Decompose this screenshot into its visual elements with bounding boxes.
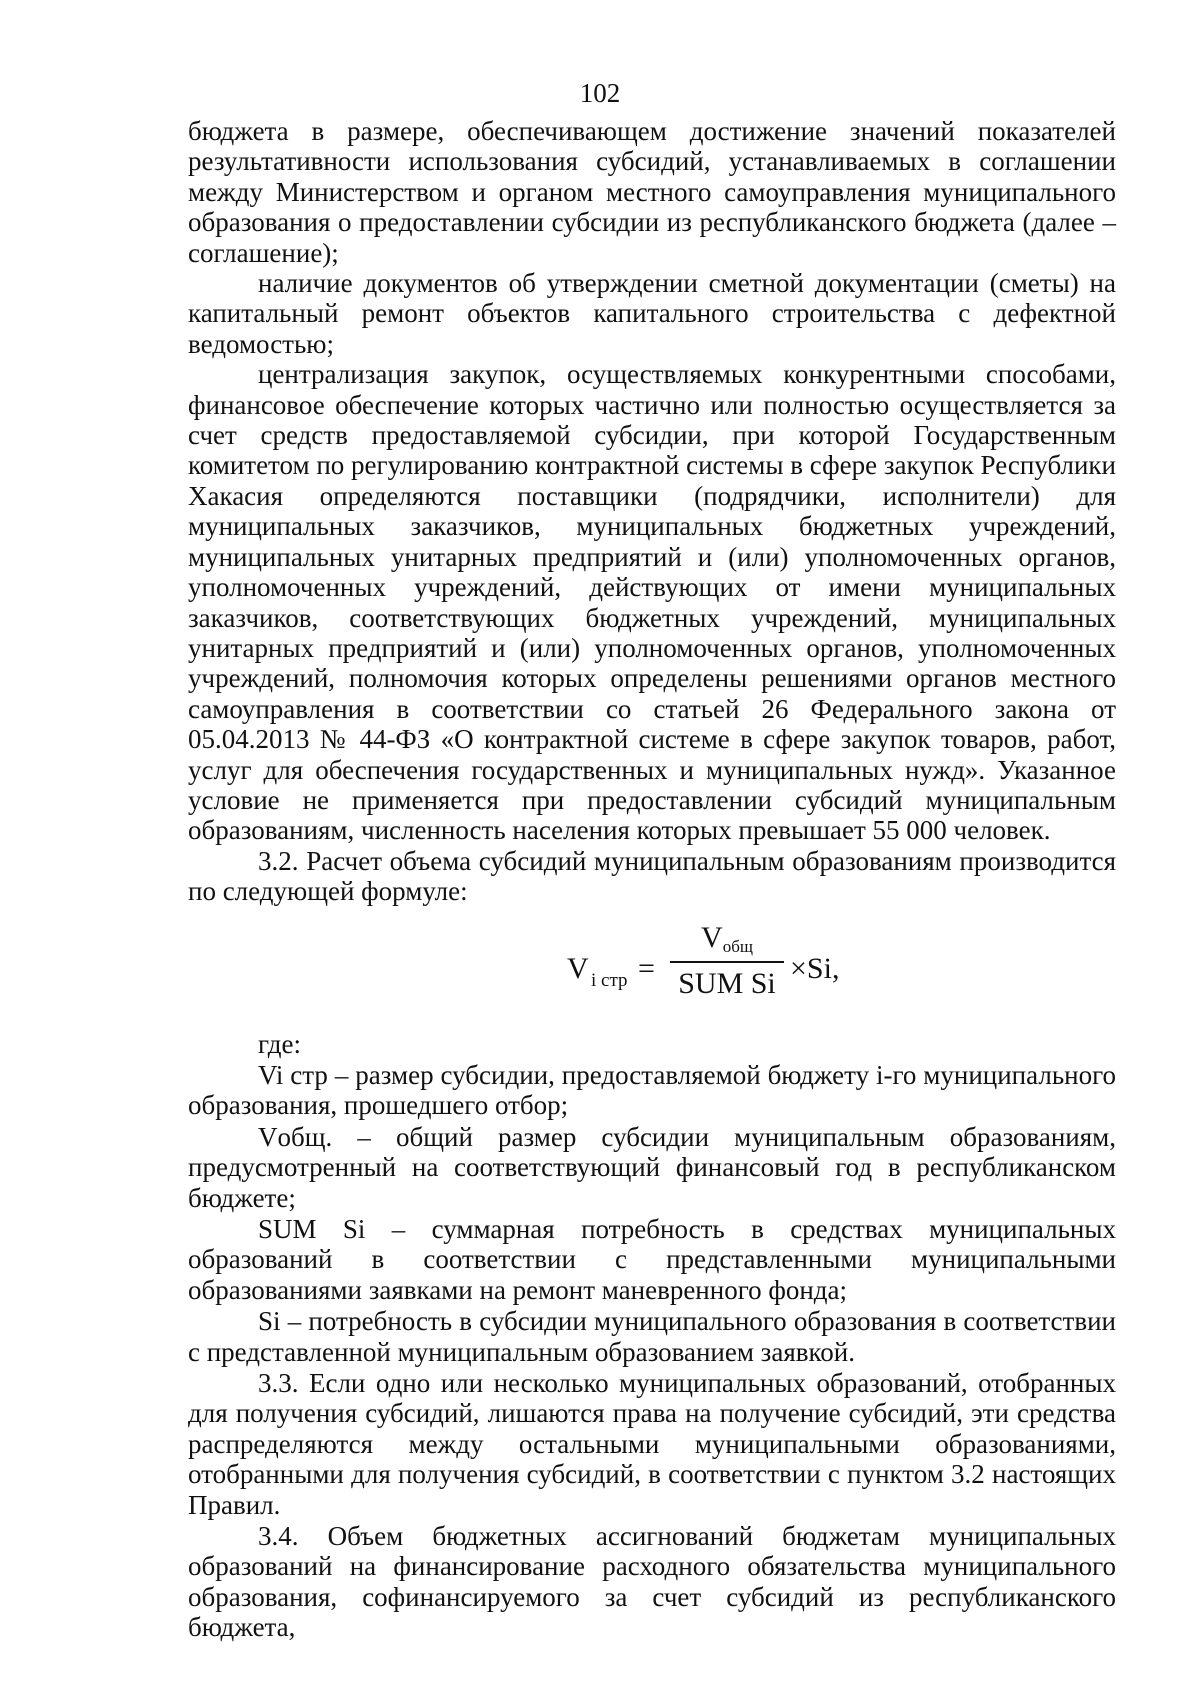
definition-si: Si – потребность в субсидии муниципального образования в соответствии с представленной муниципальным образованием заявкой.	[188, 1306, 1116, 1367]
paragraph-where: где:	[258, 1028, 301, 1059]
paragraph-section-3-4: 3.4. Объем бюджетных ассигнований бюджетам муниципальных образований на финансирование расходного обязательства муниципального образования, софинансируемого за счет субсидий из республиканского бюджета,	[188, 1521, 1116, 1643]
formula-multiplier: ×Si,	[790, 951, 840, 985]
formula-equals: =	[638, 951, 655, 985]
paragraph-estimate-documents: наличие документов об утверждении сметной документации (сметы) на капитальный ремонт объектов капитального строительства с дефектной ведомостью;	[188, 268, 1116, 359]
formula-numerator	[670, 921, 784, 964]
definition-sum-si: SUM Si – суммарная потребность в средствах муниципальных образований в соответствии с представленными муниципальными образованиями заявками на ремонт маневренного фонда;	[188, 1214, 1116, 1305]
paragraph-section-3-2: 3.2. Расчет объема субсидий муниципальным образованиям производится по следующей формуле:	[188, 845, 1116, 907]
formula-numerator-symbol: V	[701, 920, 723, 954]
formula-lhs: V	[567, 951, 589, 985]
paragraph-budget-continuation: бюджета в размере, обеспечивающем достижение значений показателей результативности использования субсидий, устанавливаемых в соглашении между Министерством и органом местного самоуправления муниципального образования о предоставлении субсидии из республиканского бюджета (далее – соглашение);	[188, 116, 1116, 268]
paragraph-section-3-3: 3.3. Если одно или несколько муниципальных образований, отобранных для получения субсидий, лишаются права на получение субсидий, эти средства распределяются между остальными муниципальными образованиями, отобранными для получения субсидий, в соответствии с пунктом 3.2 настоящих Правил.	[188, 1368, 1116, 1520]
subsidy-formula	[188, 915, 1116, 1021]
document-body	[188, 116, 1116, 1643]
paragraph-procurement-centralization: централизация закупок, осуществляемых конкурентными способами, финансовое обеспечение которых частично или полностью осуществляется за счет средств предоставляемой субсидии, при которой Государственным комитетом по регулированию контрактной системы в сфере закупок Республики Хакасия определяются поставщики (подрядчики, исполнители) для муниципальных заказчиков, муниципальных бюджетных учреждений, муниципальных унитарных предприятий и (или) уполномоченных органов, уполномоченных учреждений, действующих от имени муниципальных заказчиков, соответствующих бюджетных учреждений, муниципальных унитарных предприятий и (или) уполномоченных органов, уполномоченных учреждений, полномочия которых определены решениями органов местного самоуправления в соответствии со статьей 26 Федерального закона от 05.04.2013 № 44-ФЗ «О контрактной системе в сфере закупок товаров, работ, услуг для обеспечения государственных и муниципальных нужд». Указанное условие не применяется при предоставлении субсидий муниципальным образованиям, численность населения которых превышает 55 000 человек.	[188, 359, 1116, 846]
formula-denominator: SUM Si	[678, 966, 776, 1000]
definition-v-total: Vобщ. – общий размер субсидии муниципальным образованиям, предусмотренный на соответствующий финансовый год в республиканском бюджете;	[188, 1121, 1116, 1213]
definition-vi-str: Vi стр – размер субсидии, предоставляемой бюджету i-го муниципального образования, прошедшего отбор;	[188, 1059, 1116, 1121]
formula-lhs-subscript: i стр	[591, 969, 628, 991]
page-number: 102	[579, 78, 621, 108]
formula-numerator-subscript: общ	[722, 936, 753, 956]
formula-fraction-bar	[670, 961, 784, 963]
